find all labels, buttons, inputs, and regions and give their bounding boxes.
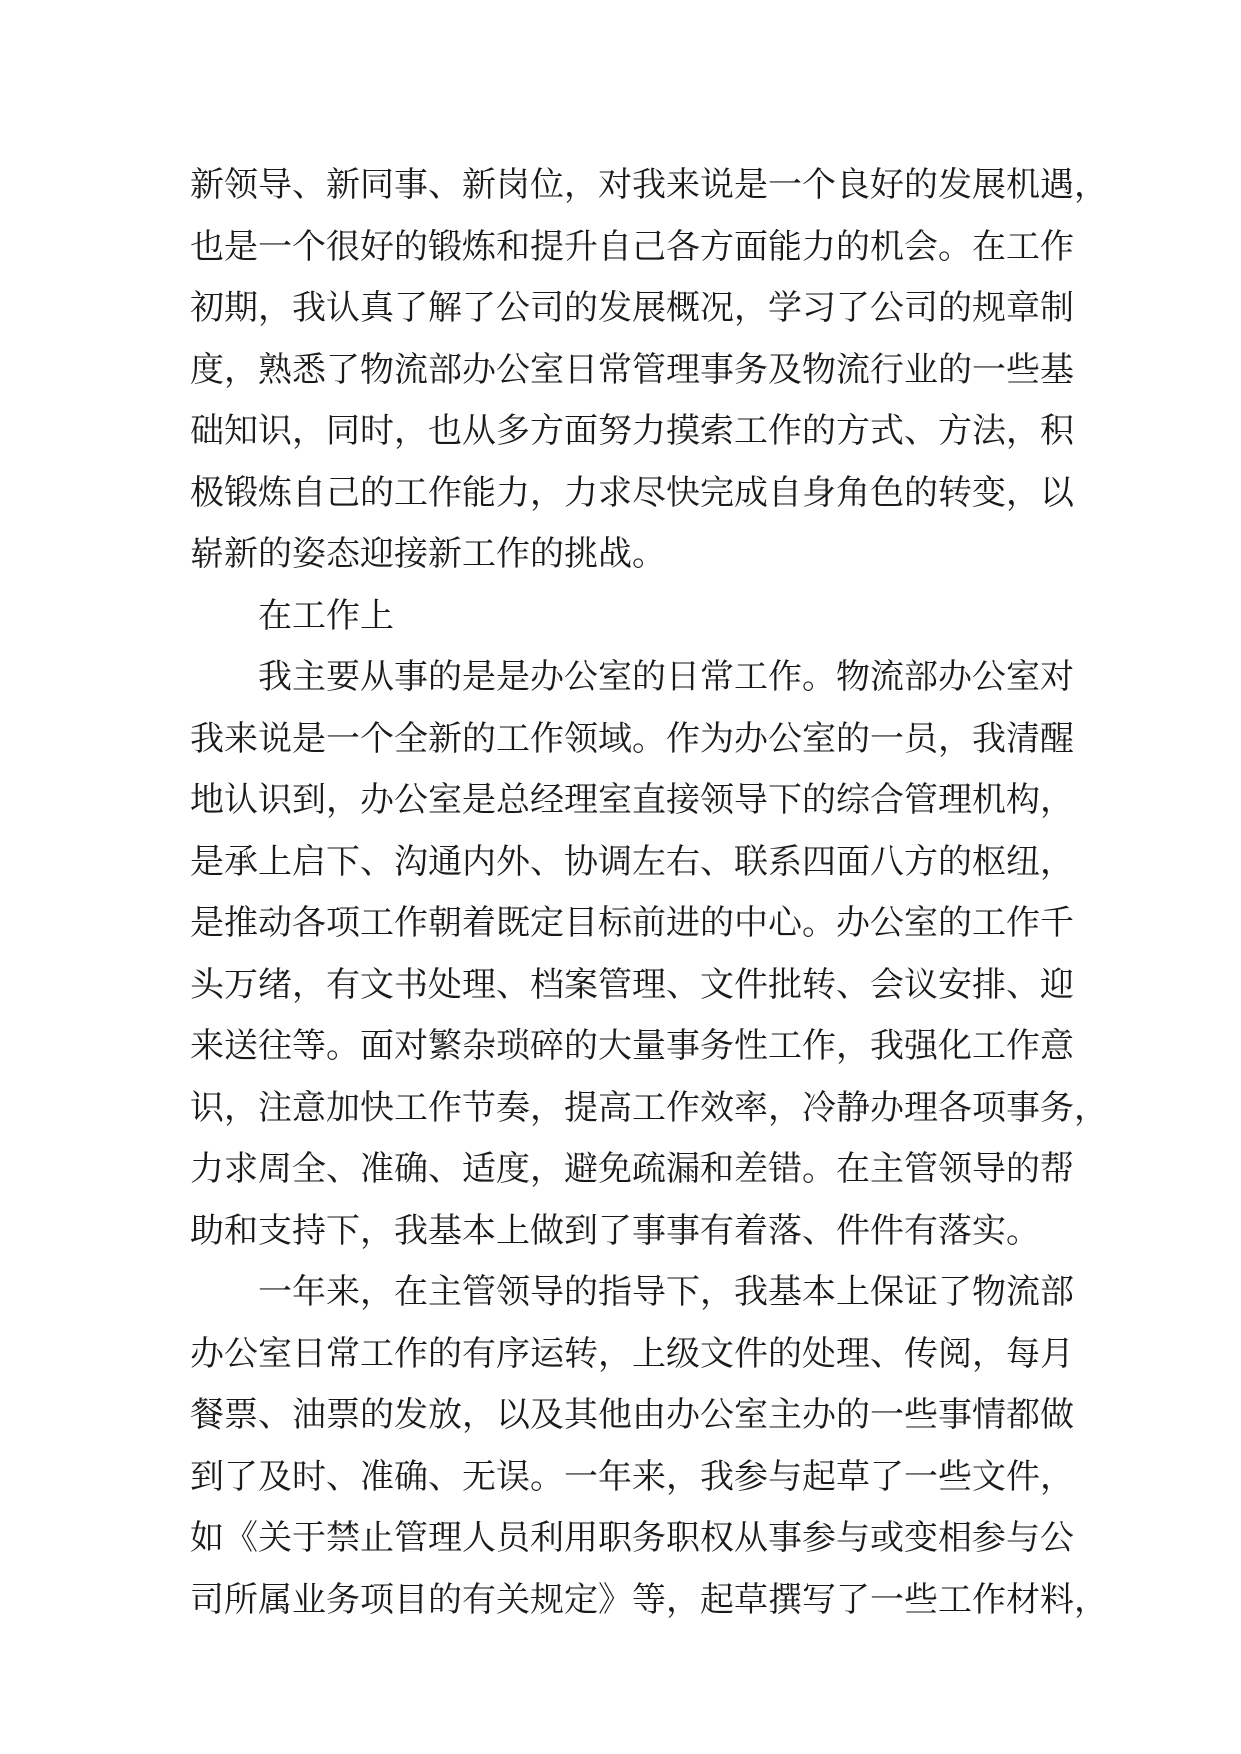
text-line: 餐票、油票的发放，以及其他由办公室主办的一些事情都做 — [190, 1395, 1074, 1435]
text-line: 是承上启下、沟通内外、协调左右、联系四面八方的枢纽， — [190, 841, 1074, 882]
text-line: 础知识，同时，也从多方面努力摸索工作的方式、方法，积 — [190, 411, 1074, 451]
paragraph-4 — [190, 1262, 1108, 1631]
text-line: 崭新的姿态迎接新工作的挑战。 — [190, 534, 666, 574]
text-line: 在工作上 — [258, 595, 394, 636]
paragraph-2 — [190, 586, 1050, 648]
text-line: 是推动各项工作朝着既定目标前进的中心。办公室的工作千 — [190, 903, 1074, 943]
text-line: 极锻炼自己的工作能力，力求尽快完成自身角色的转变，以 — [190, 472, 1074, 513]
text-line: 到了及时、准确、无误。一年来，我参与起草了一些文件， — [190, 1456, 1074, 1497]
text-line: 头万绪，有文书处理、档案管理、文件批转、会议安排、迎 — [190, 964, 1074, 1005]
text-line: 地认识到，办公室是总经理室直接领导下的综合管理机构， — [190, 780, 1074, 820]
text-line: 我来说是一个全新的工作领域。作为办公室的一员，我清醒 — [190, 718, 1074, 759]
text-line: 助和支持下，我基本上做到了事事有着落、件件有落实。 — [190, 1210, 1040, 1251]
text-line: 来送往等。面对繁杂琐碎的大量事务性工作，我强化工作意 — [190, 1026, 1074, 1066]
text-line: 初期，我认真了解了公司的发展概况，学习了公司的规章制 — [190, 288, 1074, 328]
paragraph-3 — [190, 647, 1108, 1262]
text-line: 也是一个很好的锻炼和提升自己各方面能力的机会。在工作 — [190, 226, 1074, 267]
text-line: 司所属业务项目的有关规定》等，起草撰写了一些工作材料， — [190, 1579, 1108, 1620]
text-line: 力求周全、准确、适度，避免疏漏和差错。在主管领导的帮 — [190, 1149, 1074, 1189]
paragraph-1 — [190, 155, 1108, 586]
text-line: 识，注意加快工作节奏，提高工作效率，冷静办理各项事务， — [190, 1087, 1108, 1128]
text-line: 办公室日常工作的有序运转，上级文件的处理、传阅，每月 — [190, 1333, 1074, 1374]
text-line: 如《关于禁止管理人员利用职务职权从事参与或变相参与公 — [190, 1518, 1074, 1558]
text-line: 新领导、新同事、新岗位，对我来说是一个良好的发展机遇， — [190, 165, 1108, 205]
text-line: 一年来，在主管领导的指导下，我基本上保证了物流部 — [258, 1272, 1074, 1312]
text-line: 我主要从事的是是办公室的日常工作。物流部办公室对 — [258, 657, 1074, 697]
text-line: 度，熟悉了物流部办公室日常管理事务及物流行业的一些基 — [190, 349, 1074, 390]
document-body — [190, 155, 1108, 1631]
